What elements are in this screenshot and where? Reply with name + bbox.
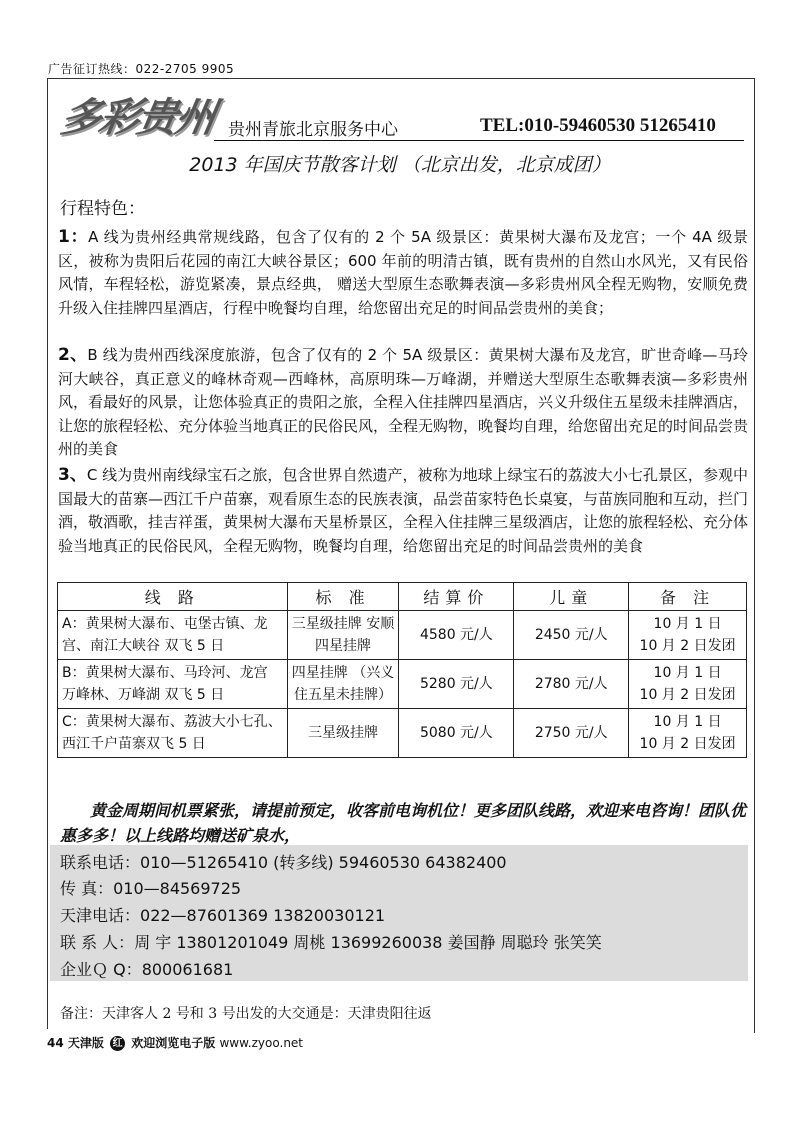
booking-notice [60, 798, 750, 848]
contact-label: 联 系 人： [60, 933, 135, 952]
note-cell [629, 709, 747, 758]
feature-text: A 线为贵州经典常规线路，包含了仅有的 2 个 5A 级景区：黄果树大瀑布及龙宫；一个 4A 级景区，被称为贵阳后花园的南江大峡谷景区；600 年前的明清古镇，既有贵州的自然山水风光，又有民俗风情，车程轻松，游览紧凑，景点经典， 赠送大型原生态歌舞表演—多彩贵州风全程无购物，安顺免费升级入住挂牌四星酒店，行程中晚餐均自理，给您留出充足的时间品尝贵州的美食； [58, 228, 748, 317]
depart-date-2: 10 月 2 日发团 [639, 687, 736, 703]
feature-number: 1： [58, 227, 89, 247]
header-price: 结算价 [399, 583, 514, 611]
footer-url[interactable]: www.zyoo.net [219, 1036, 304, 1050]
depart-date-2: 10 月 2 日发团 [639, 638, 736, 654]
contact-label: 传 真： [60, 879, 114, 898]
contact-value: 010—51265410 (转多线) 59460530 64382400 [140, 853, 507, 872]
price-cell: 4580 元/人 [399, 611, 514, 660]
route-price-table [57, 582, 747, 758]
contact-person-row [60, 930, 602, 953]
page-footer [47, 1034, 303, 1051]
footer-text: 欢迎浏览电子版 [131, 1036, 216, 1050]
contact-label: 企业Ｑ Q： [60, 960, 142, 979]
ad-hotline: 广告征订热线：022-2705 9905 [48, 62, 235, 76]
route-cell: A：黄果树大瀑布、屯堡古镇、龙宫、南江大峡谷 双飞 5 日 [58, 611, 288, 660]
feature-number: 3、 [58, 465, 87, 485]
contact-value: 800061681 [141, 960, 234, 979]
standard-cell: 四星挂牌 （兴义住五星未挂牌） [287, 660, 399, 709]
feature-item [58, 226, 748, 320]
contact-label: 联系电话： [60, 853, 141, 872]
note-cell [629, 611, 747, 660]
contact-value: 周 宇 13801201049 周桃 13699260038 姜国静 周聪玲 张笑笑 [134, 933, 602, 952]
table-header-row [58, 583, 747, 611]
page-number: 44 天津版 [47, 1036, 104, 1050]
remark: 备注：天津客人 2 号和 3 号出发的大交通是：天津贵阳往返 [60, 1006, 432, 1022]
route-cell: C：黄果树大瀑布、荔波大小七孔、西江千户苗寨双飞 5 日 [58, 709, 288, 758]
contact-tianjin-row [60, 903, 385, 926]
route-cell: B：黄果树大瀑布、马玲河、龙宫 万峰林、万峰湖 双飞 5 日 [58, 660, 288, 709]
feature-text: B 线为贵州西线深度旅游，包含了仅有的 2 个 5A 级景区：黄果树大瀑布及龙宫，旷世奇峰—马玲河大峡谷，真正意义的峰林奇观—西峰林，高原明珠—万峰湖，并赠送大型原生态歌舞表演—多彩贵州风，看最好的风景，让您体验真正的贵阳之旅，全程入住挂牌四星酒店，兴义升级住五星级未挂牌酒店，让您的旅程轻松、充分体验当地真正的民俗民风，全程无购物，晚餐均自理，给您留出充足的时间品尝贵州的美食 [58, 346, 749, 458]
contact-qq-row [60, 957, 233, 980]
price-cell: 5280 元/人 [399, 660, 514, 709]
contact-value: 022—87601369 13820030121 [140, 906, 386, 925]
depart-date-1: 10 月 1 日 [653, 616, 722, 632]
table-row [58, 660, 747, 709]
contact-phone-row [60, 850, 507, 873]
note-cell [629, 660, 747, 709]
standard-cell: 三星级挂牌 [287, 709, 399, 758]
feature-item [58, 344, 748, 462]
feature-text: C 线为贵州南线绿宝石之旅，包含世界自然遗产，被称为地球上绿宝石的荔波大小七孔景区，参观中国最大的苗寨—西江千户苗寨，观看原生态的民族表演，品尝苗家特色长桌宴，与苗族同胞和互动，拦门酒，敬酒歌，挂吉祥蛋，黄果树大瀑布天星桥景区，全程入住挂牌三星级酒店，让您的旅程轻松、充分体验当地真正的民俗民风，全程无购物，晚餐均自理，给您留出充足的时间品尝贵州的美食 [58, 466, 749, 555]
child-price-cell: 2450 元/人 [514, 611, 629, 660]
table-row [58, 709, 747, 758]
content-frame-right-rule [754, 78, 755, 1033]
notice-text: 黄金周期间机票紧张，请提前预定，收客前电询机位！更多团队线路，欢迎来电咨询！团队优惠多多！以上线路均赠送矿泉水， [60, 801, 747, 845]
agency-tel: TEL:010-59460530 51265410 [480, 115, 716, 136]
header-route: 线 路 [58, 583, 288, 611]
feature-number: 2、 [58, 345, 88, 365]
price-cell: 5080 元/人 [399, 709, 514, 758]
contact-value: 010—84569725 [113, 879, 242, 898]
standard-cell: 三星级挂牌 安顺四星挂牌 [287, 611, 399, 660]
agency-name: 贵州青旅北京服务中心 [228, 120, 398, 140]
table-row [58, 611, 747, 660]
plan-title: 2013 年国庆节散客计划 （北京出发，北京成团） [189, 154, 611, 176]
depart-date-1: 10 月 1 日 [653, 665, 722, 681]
contact-label: 天津电话： [60, 906, 141, 925]
feature-item [58, 464, 748, 558]
header-divider [214, 140, 744, 141]
hong-badge-icon: 红 [110, 1036, 125, 1051]
header-standard: 标 准 [287, 583, 399, 611]
depart-date-1: 10 月 1 日 [653, 714, 722, 730]
child-price-cell: 2780 元/人 [514, 660, 629, 709]
features-title: 行程特色： [60, 199, 145, 219]
child-price-cell: 2750 元/人 [514, 709, 629, 758]
header-note: 备 注 [629, 583, 747, 611]
header-child: 儿童 [514, 583, 629, 611]
duocai-guizhou-logo: 多彩贵州 [57, 94, 218, 141]
contact-fax-row [60, 876, 241, 899]
depart-date-2: 10 月 2 日发团 [639, 736, 736, 752]
